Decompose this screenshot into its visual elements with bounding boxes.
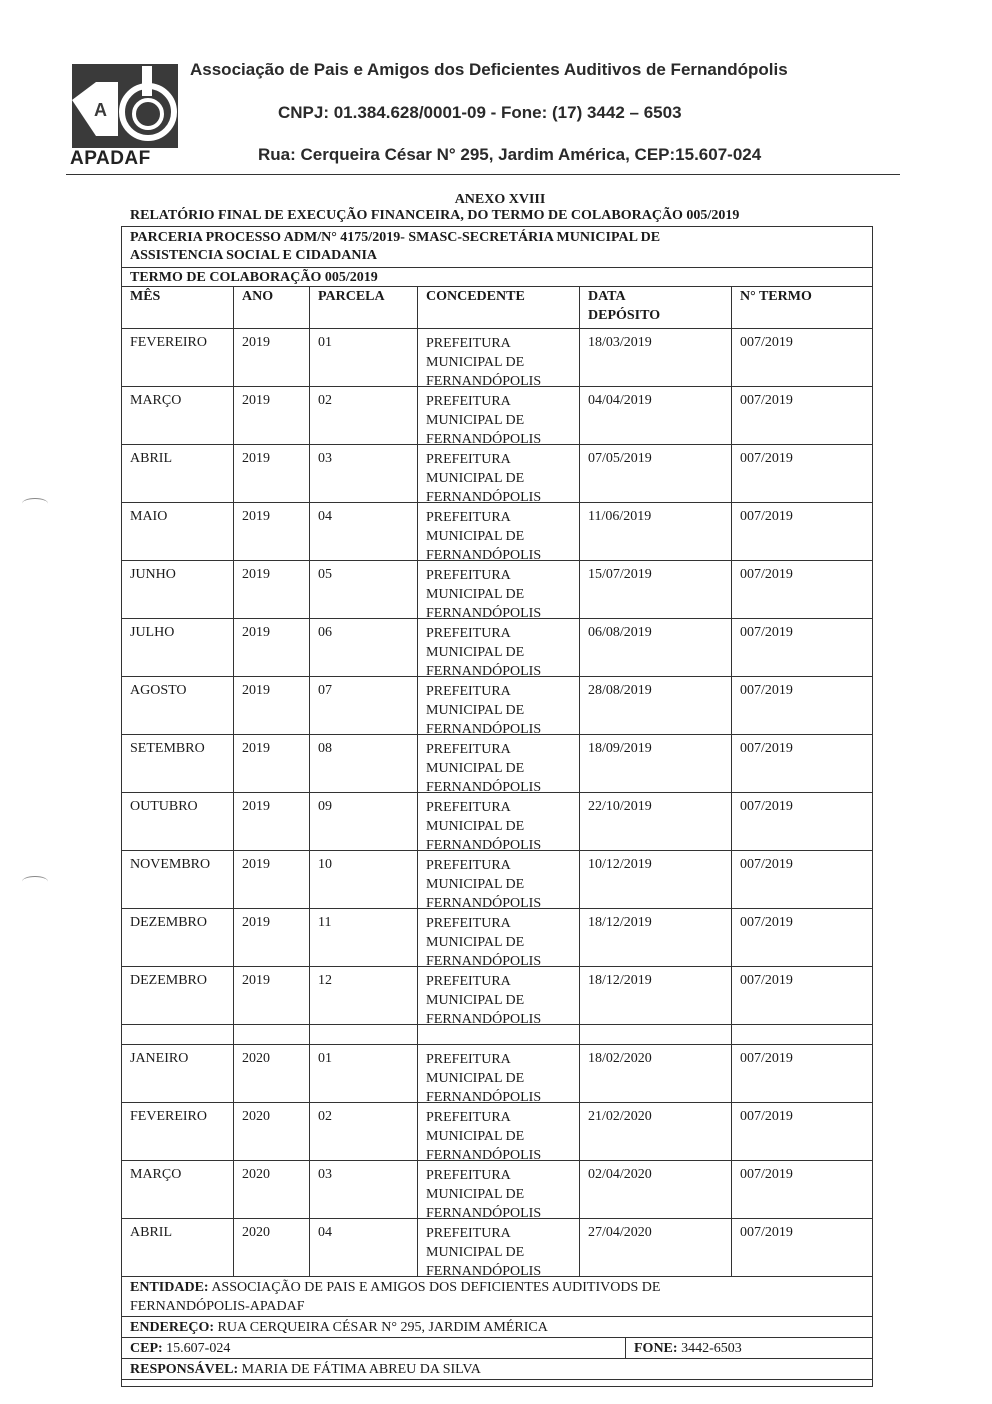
letterhead-address: Rua: Cerqueira César N° 295, Jardim América, CEP:15.607-024 xyxy=(258,145,762,164)
entity-value-2: FERNANDÓPOLIS-APADAF xyxy=(130,1299,305,1314)
logo-wordmark: APADAF xyxy=(70,148,151,169)
cell-installment: 06 xyxy=(310,619,418,676)
rows-2019 xyxy=(122,329,872,1025)
cell-installment: 09 xyxy=(310,793,418,850)
cell-deposit-date: 21/02/2020 xyxy=(580,1103,732,1160)
cell-year: 2019 xyxy=(234,445,310,502)
column-headers xyxy=(122,287,872,329)
grantor-line: MUNICIPAL DE xyxy=(426,1071,525,1086)
cell-grantor xyxy=(418,561,580,621)
cell-year: 2020 xyxy=(234,1103,310,1160)
cell-year: 2020 xyxy=(234,1161,310,1218)
cell-grantor xyxy=(418,1219,580,1279)
grantor-line: MUNICIPAL DE xyxy=(426,587,525,602)
cell-grantor xyxy=(418,677,580,737)
col-deposit-date: DATA DEPÓSITO xyxy=(580,287,732,328)
grantor-line: PREFEITURA xyxy=(426,974,511,989)
cell-installment: 07 xyxy=(310,677,418,734)
table-row xyxy=(122,677,872,735)
cell-deposit-date: 07/05/2019 xyxy=(580,445,732,502)
report-title: RELATÓRIO FINAL DE EXECUÇÃO FINANCEIRA, DO TERMO DE COLABORAÇÃO 005/2019 xyxy=(130,208,740,223)
cell-month: OUTUBRO xyxy=(122,793,234,850)
responsible-field xyxy=(122,1359,872,1380)
grantor-line: MUNICIPAL DE xyxy=(426,355,525,370)
cell-year: 2019 xyxy=(234,329,310,386)
phone-field xyxy=(626,1338,750,1358)
cell-month: ABRIL xyxy=(122,445,234,502)
cell-year: 2020 xyxy=(234,1045,310,1102)
grantor-line: MUNICIPAL DE xyxy=(426,819,525,834)
cell-deposit-date: 18/12/2019 xyxy=(580,909,732,966)
cell-year: 2019 xyxy=(234,561,310,618)
grantor-line: PREFEITURA xyxy=(426,452,511,467)
grantor-line: MUNICIPAL DE xyxy=(426,703,525,718)
cell-deposit-date: 27/04/2020 xyxy=(580,1219,732,1276)
cell-year: 2019 xyxy=(234,735,310,792)
grantor-line: FERNANDÓPOLIS xyxy=(426,780,542,795)
grantor-line: PREFEITURA xyxy=(426,1052,511,1067)
cell-month: DEZEMBRO xyxy=(122,967,234,1024)
cell-year: 2019 xyxy=(234,909,310,966)
grantor-line: MUNICIPAL DE xyxy=(426,877,525,892)
grantor-line: PREFEITURA xyxy=(426,626,511,641)
grantor-line: MUNICIPAL DE xyxy=(426,413,525,428)
cell-deposit-date: 11/06/2019 xyxy=(580,503,732,560)
cell-installment: 01 xyxy=(310,329,418,386)
grantor-line: PREFEITURA xyxy=(426,858,511,873)
cell-grantor xyxy=(418,503,580,563)
cell-installment: 08 xyxy=(310,735,418,792)
grantor-line: FERNANDÓPOLIS xyxy=(426,1012,542,1027)
cell-month: NOVEMBRO xyxy=(122,851,234,908)
cell-deposit-date: 22/10/2019 xyxy=(580,793,732,850)
rows-2020 xyxy=(122,1045,872,1277)
cell-month: JUNHO xyxy=(122,561,234,618)
cell-term-number: 007/2019 xyxy=(740,1167,793,1182)
cell-installment: 11 xyxy=(310,909,418,966)
cell-month: DEZEMBRO xyxy=(122,909,234,966)
grantor-line: FERNANDÓPOLIS xyxy=(426,490,542,505)
cell-term-number: 007/2019 xyxy=(740,451,793,466)
grantor-line: FERNANDÓPOLIS xyxy=(426,896,542,911)
table-row xyxy=(122,793,872,851)
cell-month: MARÇO xyxy=(122,387,234,444)
cell-installment: 04 xyxy=(310,1219,418,1276)
cell-term-number: 007/2019 xyxy=(740,509,793,524)
cell-grantor xyxy=(418,1103,580,1163)
cell-deposit-date: 18/09/2019 xyxy=(580,735,732,792)
cell-installment: 10 xyxy=(310,851,418,908)
grantor-line: FERNANDÓPOLIS xyxy=(426,838,542,853)
cell-installment: 05 xyxy=(310,561,418,618)
table-row xyxy=(122,967,872,1025)
entity-value-1: ASSOCIAÇÃO DE PAIS E AMIGOS DOS DEFICIENTES AUDITIVODS DE xyxy=(211,1280,661,1295)
table-row xyxy=(122,1103,872,1161)
responsible-label: RESPONSÁVEL: xyxy=(130,1362,239,1377)
cell-deposit-date: 04/04/2019 xyxy=(580,387,732,444)
cell-month: MARÇO xyxy=(122,1161,234,1218)
phone-label: FONE: xyxy=(634,1341,678,1356)
grantor-line: MUNICIPAL DE xyxy=(426,645,525,660)
grantor-line: MUNICIPAL DE xyxy=(426,993,525,1008)
cep-field xyxy=(122,1338,626,1358)
grantor-line: PREFEITURA xyxy=(426,742,511,757)
cell-grantor xyxy=(418,1045,580,1105)
cut-off-row xyxy=(122,1380,872,1386)
grantor-line: FERNANDÓPOLIS xyxy=(426,548,542,563)
table-row xyxy=(122,1045,872,1103)
svg-text:A: A xyxy=(94,100,107,120)
cell-deposit-date: 28/08/2019 xyxy=(580,677,732,734)
cell-grantor xyxy=(418,735,580,795)
cell-month: MAIO xyxy=(122,503,234,560)
grantor-line: PREFEITURA xyxy=(426,684,511,699)
cell-month: JULHO xyxy=(122,619,234,676)
entity-field xyxy=(122,1277,872,1317)
table-row xyxy=(122,851,872,909)
cell-term-number: 007/2019 xyxy=(740,393,793,408)
table-row xyxy=(122,387,872,445)
cell-month: FEVEREIRO xyxy=(122,1103,234,1160)
cep-value: 15.607-024 xyxy=(166,1341,231,1356)
cell-month: FEVEREIRO xyxy=(122,329,234,386)
grantor-line: PREFEITURA xyxy=(426,1110,511,1125)
cell-grantor xyxy=(418,793,580,853)
grantor-line: PREFEITURA xyxy=(426,336,511,351)
responsible-value: MARIA DE FÁTIMA ABREU DA SILVA xyxy=(241,1362,481,1377)
cell-deposit-date: 18/03/2019 xyxy=(580,329,732,386)
table-row xyxy=(122,619,872,677)
grantor-line: PREFEITURA xyxy=(426,394,511,409)
address-value: RUA CERQUEIRA CÉSAR N° 295, JARDIM AMÉRICA xyxy=(217,1320,548,1335)
grantor-line: PREFEITURA xyxy=(426,510,511,525)
grantor-line: FERNANDÓPOLIS xyxy=(426,954,542,969)
cell-installment: 03 xyxy=(310,1161,418,1218)
cell-month: AGOSTO xyxy=(122,677,234,734)
cep-phone-row xyxy=(122,1338,872,1359)
grantor-line: MUNICIPAL DE xyxy=(426,761,525,776)
cell-grantor xyxy=(418,1161,580,1221)
cell-term-number: 007/2019 xyxy=(740,1225,793,1240)
table-row xyxy=(122,445,872,503)
cell-grantor xyxy=(418,387,580,447)
col-month: MÊS xyxy=(122,287,234,328)
cnpj-phone: CNPJ: 01.384.628/0001-09 - Fone: (17) 3442 – 6503 xyxy=(278,103,682,122)
grantor-line: PREFEITURA xyxy=(426,1168,511,1183)
table-row xyxy=(122,1219,872,1277)
cell-term-number: 007/2019 xyxy=(740,857,793,872)
cell-year: 2019 xyxy=(234,793,310,850)
financial-report-table xyxy=(121,226,873,1387)
cell-term-number: 007/2019 xyxy=(740,973,793,988)
term-header: TERMO DE COLABORAÇÃO 005/2019 xyxy=(122,268,872,287)
col-year: ANO xyxy=(234,287,310,328)
grantor-line: PREFEITURA xyxy=(426,1226,511,1241)
cell-term-number: 007/2019 xyxy=(740,683,793,698)
cell-term-number: 007/2019 xyxy=(740,915,793,930)
grantor-line: MUNICIPAL DE xyxy=(426,1187,525,1202)
cell-installment: 04 xyxy=(310,503,418,560)
grantor-line: PREFEITURA xyxy=(426,800,511,815)
cell-installment: 01 xyxy=(310,1045,418,1102)
address-field xyxy=(122,1317,872,1338)
cell-term-number: 007/2019 xyxy=(740,625,793,640)
cell-year: 2019 xyxy=(234,503,310,560)
cell-grantor xyxy=(418,619,580,679)
cell-year: 2019 xyxy=(234,967,310,1024)
letterhead-divider xyxy=(66,174,900,175)
cep-label: CEP: xyxy=(130,1341,163,1356)
grantor-line: FERNANDÓPOLIS xyxy=(426,1148,542,1163)
cell-term-number: 007/2019 xyxy=(740,1109,793,1124)
cell-deposit-date: 06/08/2019 xyxy=(580,619,732,676)
phone-value: 3442-6503 xyxy=(681,1341,742,1356)
cell-month: JANEIRO xyxy=(122,1045,234,1102)
cell-term-number: 007/2019 xyxy=(740,799,793,814)
cell-installment: 02 xyxy=(310,387,418,444)
grantor-line: FERNANDÓPOLIS xyxy=(426,1090,542,1105)
entity-label: ENTIDADE: xyxy=(130,1280,209,1295)
grantor-line: FERNANDÓPOLIS xyxy=(426,606,542,621)
grantor-line: MUNICIPAL DE xyxy=(426,529,525,544)
cell-installment: 12 xyxy=(310,967,418,1024)
scan-mark xyxy=(22,498,48,509)
partnership-line-2: ASSISTENCIA SOCIAL E CIDADANIA xyxy=(130,248,378,263)
cell-deposit-date: 18/12/2019 xyxy=(580,967,732,1024)
table-row xyxy=(122,329,872,387)
cell-grantor xyxy=(418,909,580,969)
cell-deposit-date: 02/04/2020 xyxy=(580,1161,732,1218)
cell-term-number: 007/2019 xyxy=(740,567,793,582)
grantor-line: FERNANDÓPOLIS xyxy=(426,374,542,389)
cell-grantor xyxy=(418,967,580,1027)
cell-grantor xyxy=(418,445,580,505)
grantor-line: MUNICIPAL DE xyxy=(426,471,525,486)
col-term-number: N° TERMO xyxy=(740,289,812,304)
cell-term-number: 007/2019 xyxy=(740,741,793,756)
grantor-line: MUNICIPAL DE xyxy=(426,1245,525,1260)
table-row xyxy=(122,909,872,967)
col-installment: PARCELA xyxy=(310,287,418,328)
cell-installment: 02 xyxy=(310,1103,418,1160)
cell-year: 2019 xyxy=(234,619,310,676)
cell-term-number: 007/2019 xyxy=(740,335,793,350)
cell-installment: 03 xyxy=(310,445,418,502)
grantor-line: FERNANDÓPOLIS xyxy=(426,722,542,737)
grantor-line: FERNANDÓPOLIS xyxy=(426,664,542,679)
annex-title: ANEXO XVIII xyxy=(454,192,546,207)
cell-term-number: 007/2019 xyxy=(740,1051,793,1066)
col-grantor: CONCEDENTE xyxy=(418,287,580,328)
partnership-line-1: PARCERIA PROCESSO ADM/N° 4175/2019- SMASC-SECRETÁRIA MUNICIPAL DE xyxy=(130,230,661,245)
grantor-line: FERNANDÓPOLIS xyxy=(426,1264,542,1279)
cell-year: 2019 xyxy=(234,677,310,734)
table-row xyxy=(122,735,872,793)
cell-year: 2019 xyxy=(234,387,310,444)
organization-name: Associação de Pais e Amigos dos Deficientes Auditivos de Fernandópolis xyxy=(190,60,788,79)
cell-month: SETEMBRO xyxy=(122,735,234,792)
cell-grantor xyxy=(418,851,580,911)
cell-deposit-date: 15/07/2019 xyxy=(580,561,732,618)
grantor-line: PREFEITURA xyxy=(426,568,511,583)
grantor-line: MUNICIPAL DE xyxy=(426,935,525,950)
cell-deposit-date: 10/12/2019 xyxy=(580,851,732,908)
table-row xyxy=(122,1161,872,1219)
partnership-header xyxy=(122,227,872,268)
grantor-line: FERNANDÓPOLIS xyxy=(426,432,542,447)
cell-grantor xyxy=(418,329,580,389)
grantor-line: FERNANDÓPOLIS xyxy=(426,1206,542,1221)
scan-mark xyxy=(22,876,48,887)
cell-year: 2020 xyxy=(234,1219,310,1276)
cell-year: 2019 xyxy=(234,851,310,908)
grantor-line: MUNICIPAL DE xyxy=(426,1129,525,1144)
spacer-row xyxy=(122,1025,872,1045)
table-row xyxy=(122,503,872,561)
cell-month: ABRIL xyxy=(122,1219,234,1276)
cell-deposit-date: 18/02/2020 xyxy=(580,1045,732,1102)
grantor-line: PREFEITURA xyxy=(426,916,511,931)
table-row xyxy=(122,561,872,619)
address-label: ENDEREÇO: xyxy=(130,1320,215,1335)
